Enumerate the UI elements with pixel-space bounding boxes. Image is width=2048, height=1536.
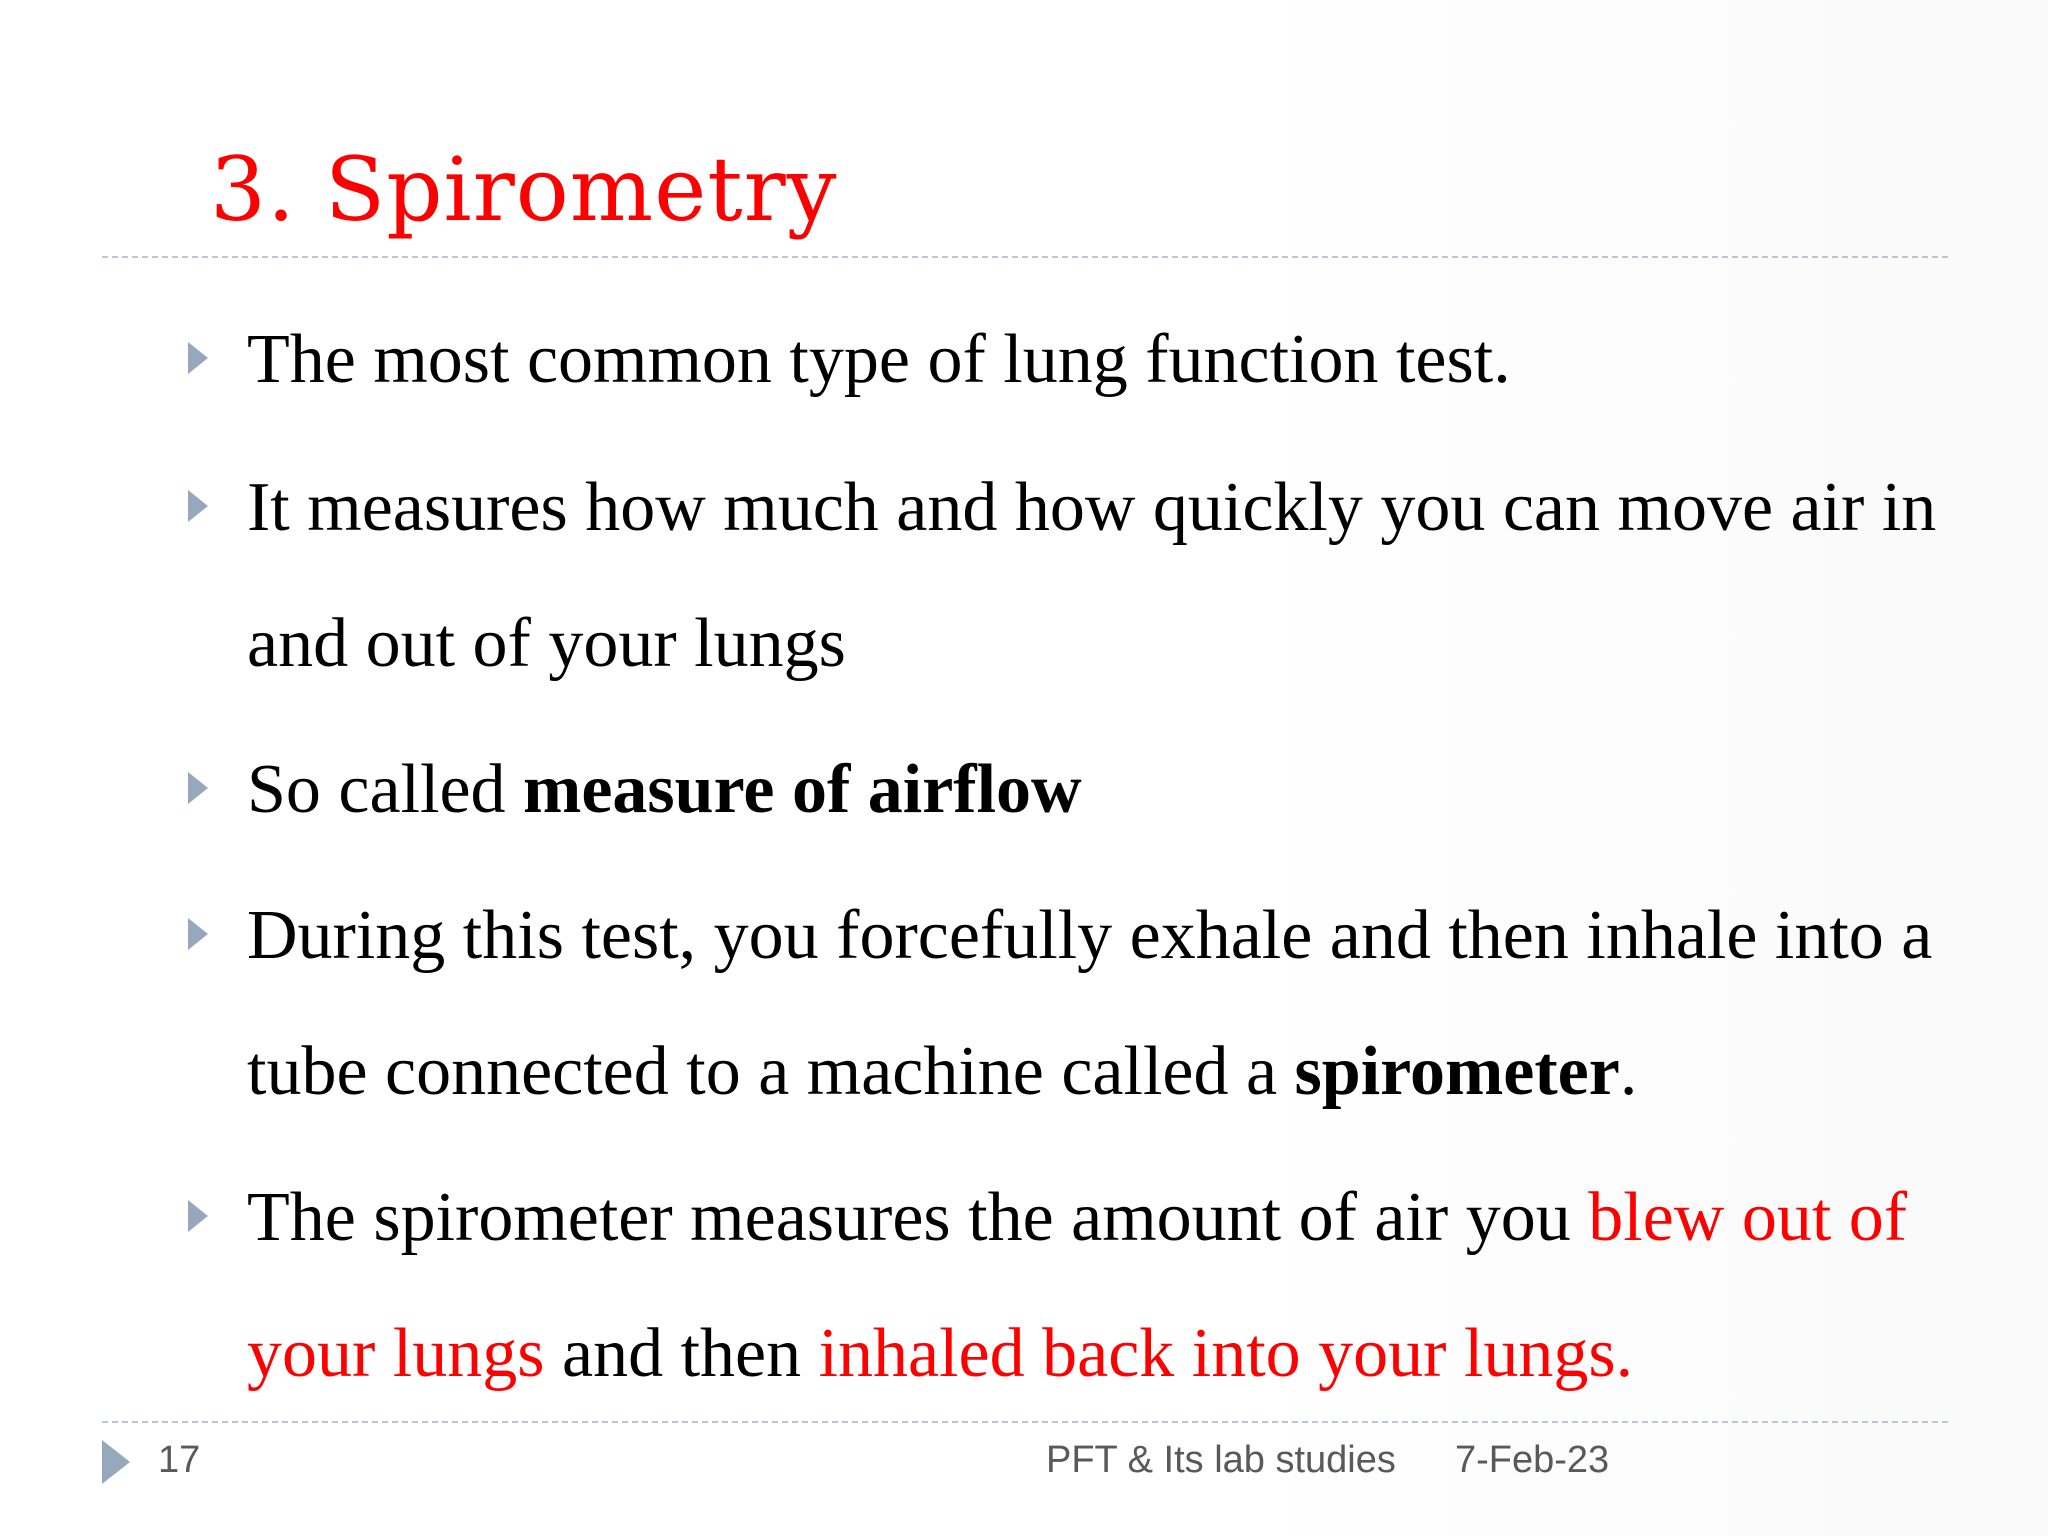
footer-divider [102, 1421, 1948, 1423]
bullet-arrow-icon [188, 490, 208, 522]
slide-title: 3. Spirometry [210, 138, 838, 241]
bullet-text-part: It measures how much and how quickly you can move air in and out of your lungs [247, 469, 1937, 682]
slide-number: 17 [158, 1439, 201, 1481]
footer-date: 7-Feb-23 [1455, 1439, 1610, 1481]
bullet-arrow-icon [188, 1200, 208, 1232]
bullet-text [247, 292, 1947, 428]
bullet-arrow-icon [188, 342, 208, 374]
bullet-highlight-inhaled-back: inhaled back into your lungs. [818, 1315, 1634, 1392]
bullet-text-part: During this test, you forcefully exhale and then inhale into a tube connected to a machine called a [247, 897, 1933, 1110]
bullet-text-part: The most common type of lung function test. [247, 321, 1511, 398]
bullet-emphasis-measure-of-airflow: measure of airflow [523, 751, 1082, 828]
bullet-arrow-icon [188, 918, 208, 950]
bullet-text-part: and then [544, 1315, 819, 1392]
footer-presentation-title: PFT & Its lab studies [1046, 1439, 1396, 1481]
bullet-text [247, 440, 1947, 712]
bullet-highlight-blew-out: blew out of your lungs [247, 1179, 1908, 1392]
bullet-text [247, 868, 1947, 1140]
bullet-emphasis-spirometer: spirometer [1294, 1033, 1620, 1110]
bullet-arrow-icon [188, 772, 208, 804]
footer-arrow-icon [102, 1440, 130, 1484]
bullet-text-part: The spirometer measures the amount of air you [247, 1179, 1589, 1256]
bullet-text [247, 1150, 1947, 1422]
bullet-text-part: So called [247, 751, 524, 828]
bullet-text-part: . [1619, 1033, 1638, 1110]
bullet-text [247, 722, 1947, 858]
